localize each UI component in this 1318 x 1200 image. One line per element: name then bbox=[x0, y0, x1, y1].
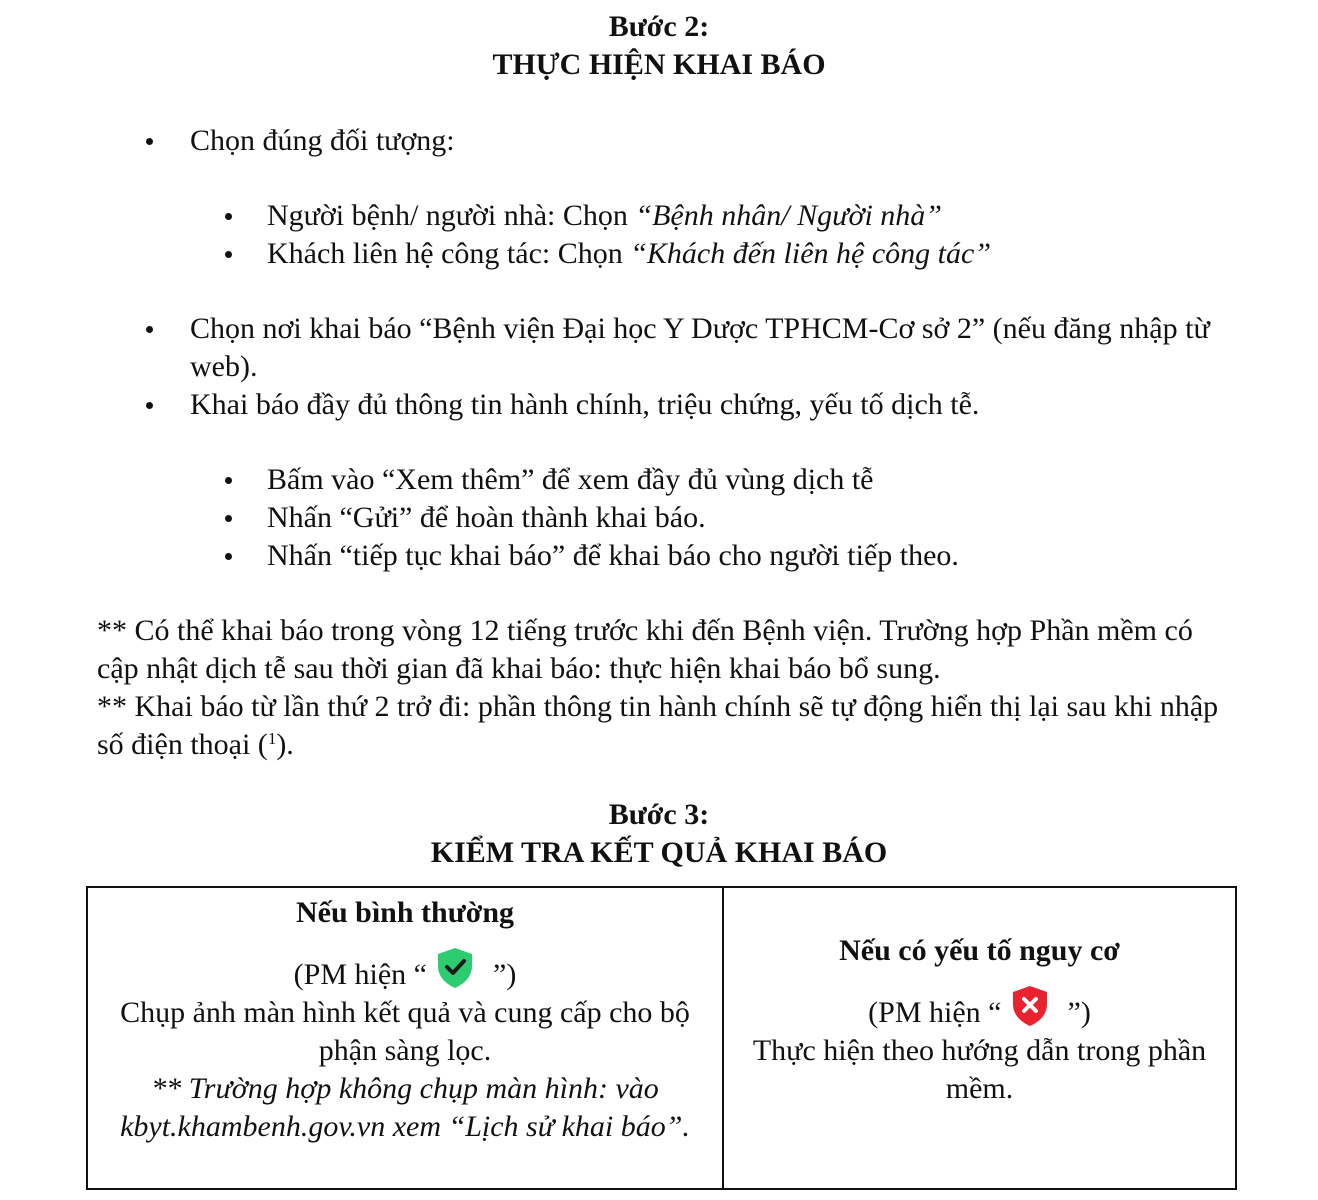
step2-heading bbox=[0, 8, 1318, 84]
step3-title: KIỂM TRA KẾT QUẢ KHAI BÁO bbox=[430, 836, 888, 869]
risk-title: Nếu có yếu tố nguy cơ bbox=[839, 934, 1120, 967]
shield-x-icon bbox=[1010, 984, 1050, 1028]
step2-sublist-1 bbox=[267, 197, 1267, 273]
normal-result-cell bbox=[87, 887, 723, 1189]
list-item: Chọn đúng đối tượng: bbox=[190, 122, 1250, 160]
result-table bbox=[86, 886, 1237, 1190]
note-resubmit: ** Có thể khai báo trong vòng 12 tiếng trước khi đến Bệnh viện. Trường hợp Phần mềm có cập nhật dịch tễ sau thời gian đã khai báo: thực hiện khai báo bổ sung. bbox=[97, 614, 1193, 685]
list-item: Nhấn “Gửi” để hoàn thành khai báo. bbox=[267, 499, 1267, 537]
normal-body: Chụp ảnh màn hình kết quả và cung cấp cho bộ phận sàng lọc. bbox=[120, 996, 690, 1067]
normal-title: Nếu bình thường bbox=[295, 896, 515, 929]
list-item: Bấm vào “Xem thêm” để xem đầy đủ vùng dịch tễ bbox=[267, 461, 1267, 499]
list-item: Khách liên hệ công tác: Chọn “Khách đến liên hệ công tác” bbox=[267, 235, 1267, 273]
note-second-time: ** Khai báo từ lần thứ 2 trở đi: phần thông tin hành chính sẽ tự động hiển thị lại sau khi nhập số điện thoại ($^1$). bbox=[97, 690, 1219, 761]
list-item: Chọn nơi khai báo “Bệnh viện Đại học Y Dược TPHCM-Cơ sở 2” (nếu đăng nhập từ web). bbox=[190, 310, 1250, 386]
step3-heading bbox=[0, 796, 1318, 872]
step2-list-1 bbox=[190, 122, 1250, 160]
risk-pm-line: (PM hiện “ ”) bbox=[740, 984, 1219, 1032]
list-item: Khai báo đầy đủ thông tin hành chính, triệu chứng, yếu tố dịch tễ. bbox=[190, 386, 1250, 424]
step2-title: THỰC HIỆN KHAI BÁO bbox=[492, 48, 826, 81]
list-item: Nhấn “tiếp tục khai báo” để khai báo cho người tiếp theo. bbox=[267, 537, 1267, 575]
risk-result-cell bbox=[723, 887, 1236, 1189]
normal-note: ** Trường hợp không chụp màn hình: vào kbyt.khambenh.gov.vn xem “Lịch sử khai báo”. bbox=[120, 1072, 690, 1143]
step2-list-2 bbox=[190, 310, 1250, 424]
risk-body: Thực hiện theo hướng dẫn trong phần mềm. bbox=[752, 1034, 1207, 1105]
step3-label: Bước 3: bbox=[608, 798, 710, 831]
step2-label: Bước 2: bbox=[608, 10, 710, 43]
shield-check-icon bbox=[435, 946, 475, 990]
list-item: Người bệnh/ người nhà: Chọn “Bệnh nhân/ Người nhà” bbox=[267, 197, 1267, 235]
footnote-ref: 1 bbox=[267, 729, 277, 748]
step2-sublist-2 bbox=[267, 461, 1267, 575]
step2-notes bbox=[97, 612, 1232, 764]
normal-pm-line: (PM hiện “ ”) bbox=[104, 946, 706, 994]
